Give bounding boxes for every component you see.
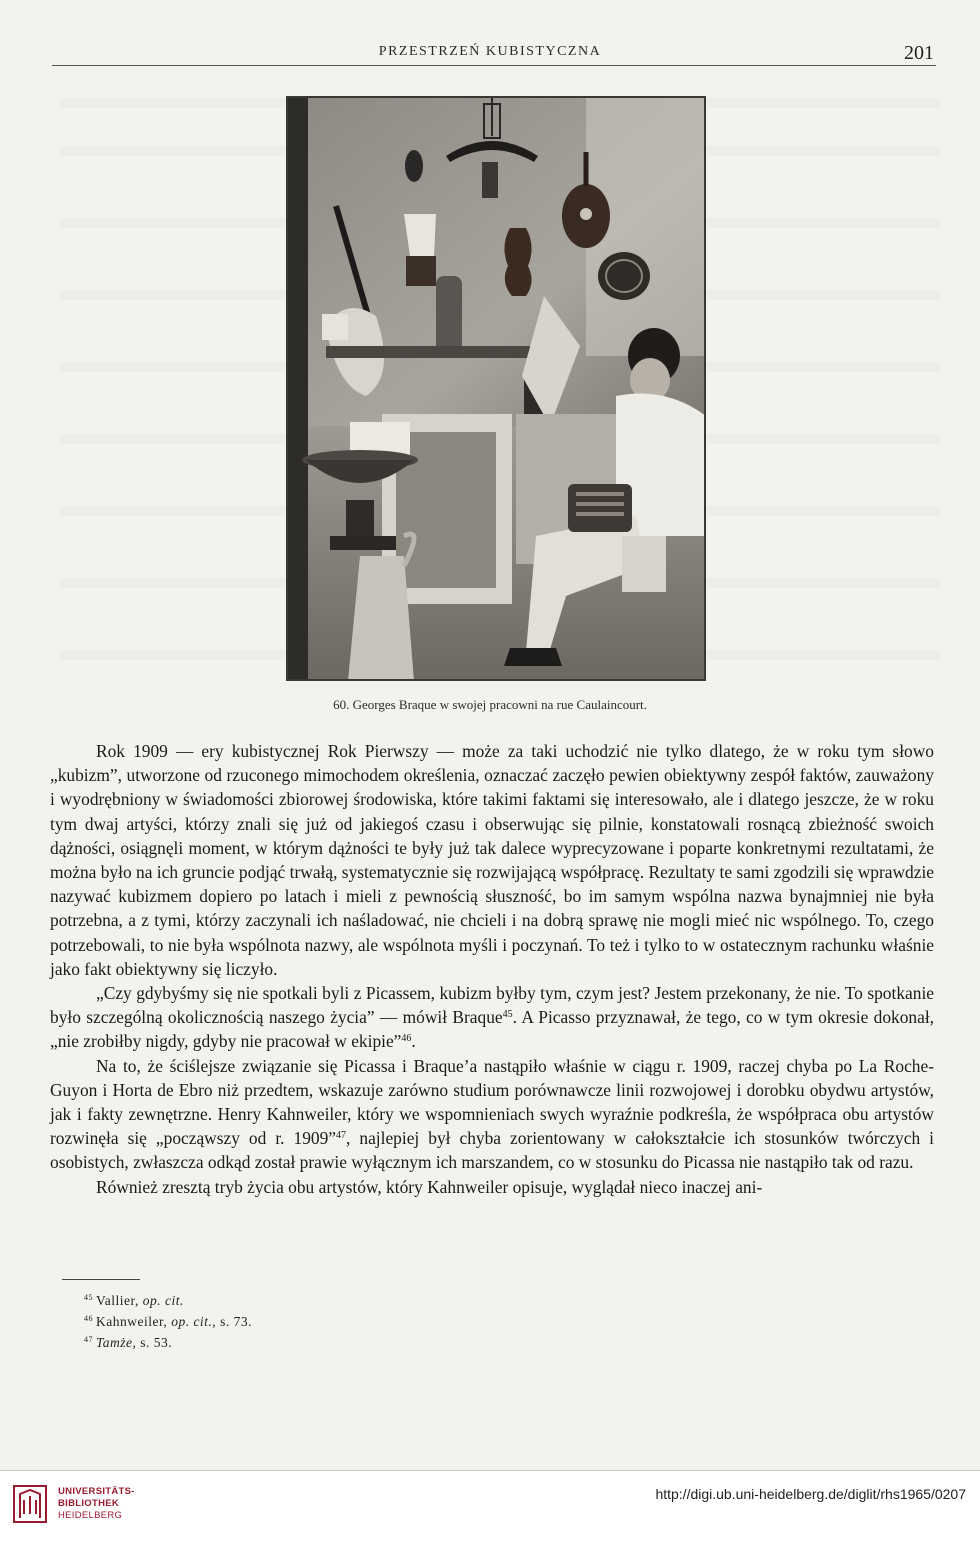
footnote-number: 47 [84, 1335, 93, 1344]
footnote-tail: s. 53. [136, 1335, 173, 1350]
paragraph: Rok 1909 — ery kubistycznej Rok Pierwszy — może za taki uchodzić nie tylko dlatego, że w roku tym słowo „kubizm”, utworzone od rzuconego mimochodem określenia, oznaczać zaczęło pewien obiektywny zespół faktów, zauważony i wyodrębniony w świadomości zbiorowej środowiska, które takimi faktami się interesowało, ale i dlatego jeszcze, że w roku tym dwaj artyści, którzy znali się już od jakiegoś czasu i obserwując się pilnie, konstatowali rosnącą zbieżność swoich dążności, osiągnęli moment, w którym dążności te były już tak dalece wyprecyzowane i poparte konkretnymi rezultatami, że można było na ich gruncie podjąć trwałą, systematycznie się rozwijającą współpracę. Rezultaty te sami zgodzili się wprawdzie nazywać kubizmem dopiero po latach i mieli z pewnością słuszność, bo im samym wspólna nazwa bynajmniej nie była potrzebna, a z tymi, którzy zaczynali ich naśladować, nie chcieli i na dobrą sprawę nie mogli mieć nic wspólnego. To, czego potrzebowali, to nie była wspólnota nazwy, ale wspólnota myśli i poczynań. To też i tylko to w ostatecznym rachunku właśnie jako fakt obiektywny się liczyło. [50, 741, 934, 979]
paragraph-text: Na to, że ściślejsze związanie się Picassa i Braque’a nastąpiło właśnie w ciągu r. 1909, raczej chyba po La Roche-Guyon i Horta de Ebro niż przedtem, wskazuje zarówno studium porównawcze linii rozwojowej i dorobku obydwu artystów, jak i fakty zewnętrzne. Henry Kahnweiler, który we wspomnieniach swych wyraźnie podkreśla, że współpraca obu artystów rozwinęła się „począwszy od r. 1909” [50, 1055, 934, 1149]
running-head [0, 42, 980, 66]
paragraph-text: . [411, 1031, 416, 1052]
footnote-italic: op. cit., [171, 1314, 217, 1329]
paragraph-text: . A Picasso przyznawał, że tego, co w tym okresie dokonał, „nie zrobiłby nigdy, gdyby nie pracował w ekipie” [50, 1007, 934, 1052]
library-line: HEIDELBERG [58, 1510, 123, 1521]
footnote-ref: 47 [336, 1130, 347, 1142]
paragraph-text: „Czy gdybyśmy się nie spotkali byli z Picassem, kubizm byłby tym, czym jest? Jestem przekonany, że nie. To spotkanie było szczególną okolicznością naszego życia” — mówił Braque [50, 983, 934, 1028]
photo-braque-studio [286, 96, 706, 681]
footnote-italic: Tamże, [96, 1335, 137, 1350]
footnote-number: 45 [84, 1293, 93, 1302]
footnote-tail: s. 73. [216, 1314, 252, 1329]
body-text [50, 739, 934, 1199]
footnote-ref: 45 [502, 1009, 513, 1021]
running-title: PRZESTRZEŃ KUBISTYCZNA [378, 44, 602, 59]
footnote-ref: 46 [401, 1033, 412, 1045]
library-name [58, 1486, 135, 1522]
footnote-number: 46 [84, 1314, 93, 1323]
footnote [84, 1311, 252, 1332]
footnote [84, 1332, 252, 1353]
header-rule [52, 65, 936, 66]
library-line: UNIVERSITÄTS- [58, 1486, 135, 1497]
studio-photograph [286, 96, 706, 681]
footnote-text: Kahnweiler, [96, 1314, 172, 1329]
paragraph [50, 1054, 934, 1175]
footer-rule [0, 1470, 980, 1471]
source-url-link[interactable]: http://digi.ub.uni-heidelberg.de/diglit/rhs1965/0207 [655, 1486, 966, 1502]
page-number: 201 [904, 42, 934, 64]
paragraph: Również zresztą tryb życia obu artystów, który Kahnweiler opisuje, wyglądał nieco inaczej ani- [96, 1176, 763, 1197]
footnotes [84, 1290, 252, 1353]
footnote-text: Vallier, [96, 1293, 143, 1308]
footnote [84, 1290, 252, 1311]
library-line: BIBLIOTHEK [58, 1498, 120, 1509]
footnote-rule [62, 1279, 140, 1280]
digitization-footer [0, 1470, 980, 1541]
footnote-italic: op. cit. [142, 1293, 184, 1308]
paragraph-text: , najlepiej był chyba zorientowany w całokształcie ich stosunków twórczych i osobistych, zwłaszcza odkąd został prawie wyłącznym ich marszandem, co w stosunku do Picassa nie nastąpiło tak od razu. [50, 1128, 934, 1173]
university-library-logo-icon [12, 1484, 48, 1524]
paragraph [50, 981, 934, 1054]
figure-caption: 60. Georges Braque w swojej pracowni na rue Caulaincourt. [333, 697, 647, 712]
